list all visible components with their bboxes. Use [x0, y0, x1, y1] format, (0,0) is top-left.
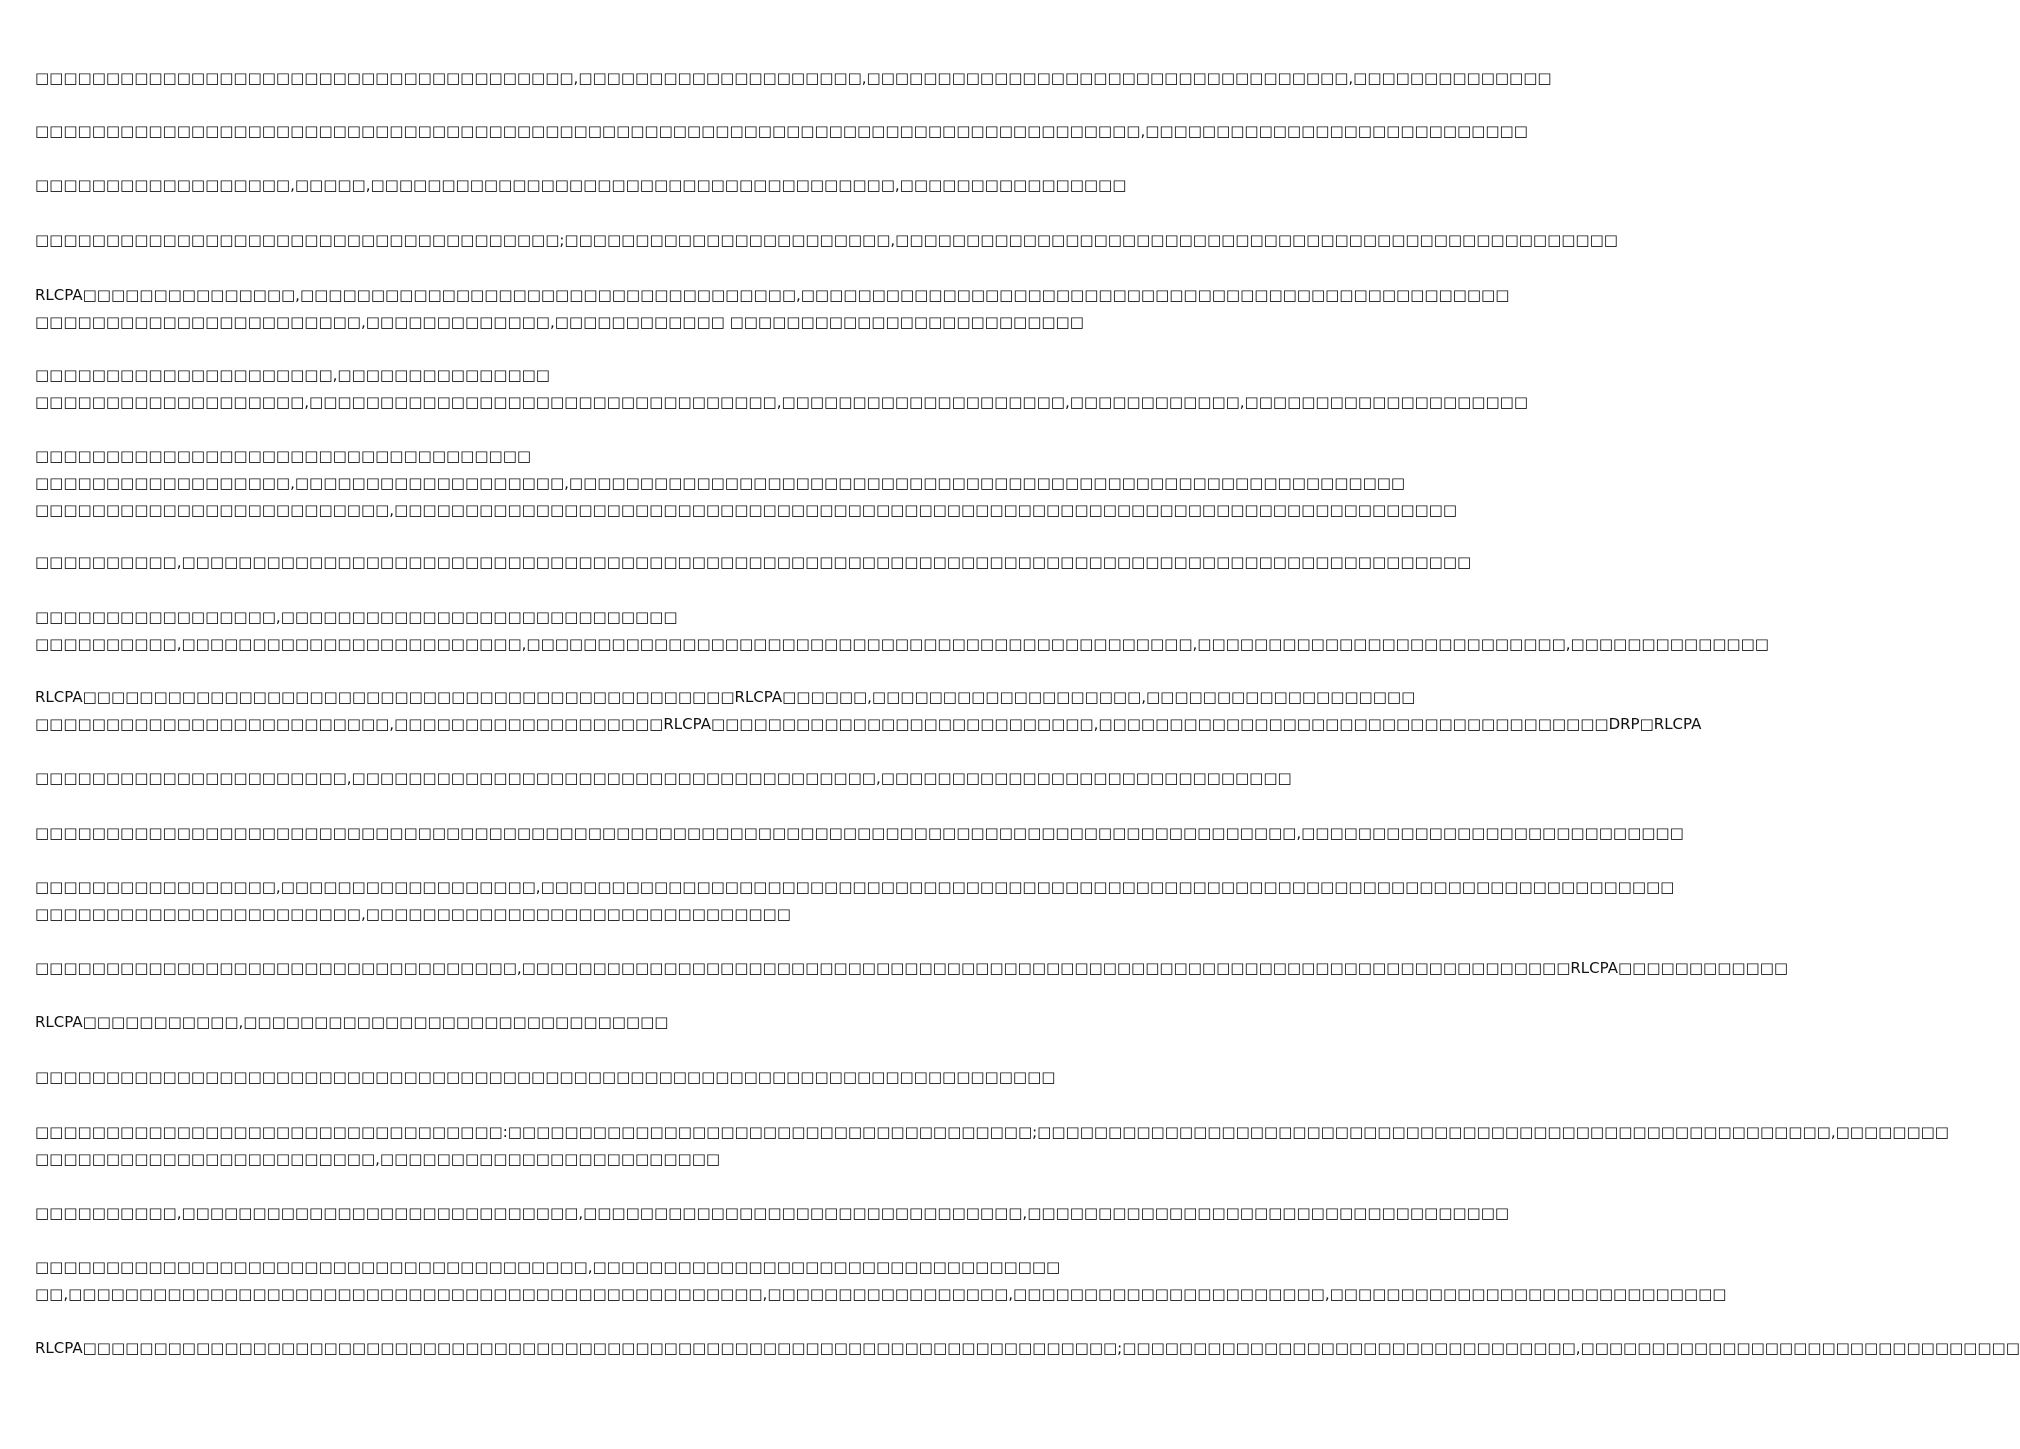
paragraph	[35, 1009, 990, 1036]
text-line: □□□□□□□□□□□□□□□□□□□□□□□□□□□□□□□□□□□□□□□□□□□□□□□□□□□□□□□□□□□□□□□□□□□□□□□□□□□□□□,□□□□□□□□□□□□□□□□□□□□□□□□□□□	[35, 122, 1528, 140]
text-line: □□□□□□□□□□□□□□□□□□□□□□□□,□□□□□□□□□□□□□□□□□□□□□□□□	[35, 1150, 721, 1168]
text-line: □□□□□□□□□□,□□□□□□□□□□□□□□□□□□□□□□□□□□□□,□□□□□□□□□□□□□□□□□□□□□□□□□□□□□□□,□□□□□□□□□□□□□□□□□□□□□□□□□□□□□□□□□□	[35, 1204, 1510, 1222]
paragraph	[35, 549, 1472, 576]
paragraph	[35, 1064, 1056, 1091]
text-line: □□□□□□□□□□□□□□□□□□□□□□□□□□□□□□□□□:□□□□□□□□□□□□□□□□□□□□□□□□□□□□□□□□□□□□□;□□□□□□□□□□□□□□□□□□□□□□□□□□□□□□□□□□□□□□□□□□□□□□□□□□□□□□□□,□□□□□□□□	[35, 1123, 1949, 1141]
paragraph	[35, 443, 1458, 524]
paragraph	[35, 684, 1702, 738]
text-line: □□□□□□□□□□,□□□□□□□□□□□□□□□□□□□□□□□□,□□□□□□□□□□□□□□□□□□□□□□□□□□□□□□□□□□□□□□□□□□□□□□□,□□□□□□□□□□□□□□□□□□□□□□□□□□,□□□□□□□□□□□□□□	[35, 635, 1769, 653]
text-line: □□□□□□□□□□□□□□□□□□□□□□□□□□□□□□□□□□□□□;□□□□□□□□□□□□□□□□□□□□□□□,□□□□□□□□□□□□□□□□□□□□□□□□□□□□□□□□□□□□□□□□□□□□□□□□□□□	[35, 231, 1618, 249]
paragraph	[35, 65, 1552, 92]
text-line: RLCPA□□□□□□□□□□□,□□□□□□□□□□□□□□□□□□□□□□□□□□□□□□	[35, 1013, 669, 1031]
paragraph	[35, 874, 1675, 928]
text-line: □□,□□□□□□□□□□□□□□□□□□□□□□□□□□□□□□□□□□□□□□□□□□□□□□□□□,□□□□□□□□□□□□□□□□□,□□□□□□□□□□□□□□□□□□□□□□,□□□□□□□□□□□□□□□□□□□□□□□□□□□□	[35, 1285, 1727, 1303]
paragraph	[35, 604, 1769, 658]
text-line: RLCPA□□□□□□□□□□□□□□□□□□□□□□□□□□□□□□□□□□□□□□□□□□□□□□□□□□□□□□□□□□□□□□□□□□□□□□□□□;□□□□□□□□□□□□□□□□□□□□□□□□□□□□□□□□,□□□□□□□□□□□□□□□□□□□□□□□□□□□□□□□	[35, 1339, 2020, 1357]
paragraph	[35, 118, 1528, 145]
text-line: □□□□□□□□□□□□□□□□□□□□□□□□□,□□□□□□□□□□□□□□□□□□□RLCPA□□□□□□□□□□□□□□□□□□□□□□□□□□□,□□□□□□□□□□□□□□□□□□□□□□□□□□□□□□□□□□□□DRP□RLCPA	[35, 715, 1702, 733]
text-line: □□□□□□□□□□□□□□□□□□□□□□□□□□□□□□□□□□□	[35, 447, 532, 465]
paragraph	[35, 1254, 1727, 1308]
text-line: □□□□□□□□□□□□□□□□□□□□□□□□□□□□□□□□□□□□□□□,□□□□□□□□□□□□□□□□□□□□□□□□□□□□□□□□□	[35, 1258, 1061, 1276]
text-line: □□□□□□□□□□□□□□□□□□,□□□□□,□□□□□□□□□□□□□□□□□□□□□□□□□□□□□□□□□□□□□,□□□□□□□□□□□□□□□□	[35, 176, 1127, 194]
paragraph	[35, 172, 1127, 199]
text-line: □□□□□□□□□□,□□□□□□□□□□□□□□□□□□□□□□□□□□□□□□□□□□□□□□□□□□□□□□□□□□□□□□□□□□□□□□□□□□□□□□□□□□□□□□□□□□□□□□□□□□□	[35, 553, 1472, 571]
paragraph	[35, 227, 1618, 254]
text-line: □□□□□□□□□□□□□□□□□□□□□,□□□□□□□□□□□□□□□	[35, 366, 550, 384]
text-line: □□□□□□□□□□□□□□□□□,□□□□□□□□□□□□□□□□□□□□□□□□□□□□	[35, 608, 678, 626]
paragraph	[35, 1119, 1949, 1173]
text-line: □□□□□□□□□□□□□□□□□□□□□□□,□□□□□□□□□□□□□□□□□□□□□□□□□□□□□□	[35, 905, 791, 923]
text-line: □□□□□□□□□□□□□□□□□□□,□□□□□□□□□□□□□□□□□□□□□□□□□□□□□□□□□,□□□□□□□□□□□□□□□□□□□□,□□□□□□□□□□□□,□□□□□□□□□□□□□□□□□□□□	[35, 393, 1528, 411]
paragraph	[35, 765, 1292, 792]
text-line: □□□□□□□□□□□□□□□□□□□□□□□□□□□□□□□□□□□□□□□□□□□□□□□□□□□□□□□□□□□□□□□□□□□□□□□□□□□□□□□□□□□□□□□□□,□□□□□□□□□□□□□□□□□□□□□□□□□□□	[35, 824, 1684, 842]
text-line: □□□□□□□□□□□□□□□□□□□□□□,□□□□□□□□□□□□□□□□□□□□□□□□□□□□□□□□□□□□□,□□□□□□□□□□□□□□□□□□□□□□□□□□□□□	[35, 769, 1292, 787]
text-line: □□□□□□□□□□□□□□□□□□□□□□□□□□□□□□□□□□□□□□□□□□□□□□□□□□□□□□□□□□□□□□□□□□□□□□□□	[35, 1068, 1056, 1086]
paragraph	[35, 1335, 2020, 1362]
text-line: □□□□□□□□□□□□□□□□□□□□□□□□□□□□□□□□□□□□□□,□□□□□□□□□□□□□□□□□□□□,□□□□□□□□□□□□□□□□□□□□□□□□□□□□□□□□□□,□□□□□□□□□□□□□□	[35, 69, 1552, 87]
text-line: □□□□□□□□□□□□□□□□□□□□□□□□□,□□□□□□□□□□□□□□□□□□□□□□□□□□□□□□□□□□□□□□□□□□□□□□□□□□□□□□□□□□□□□□□□□□□□□□□□□□□	[35, 501, 1458, 519]
paragraph	[35, 955, 1789, 982]
text-line: □□□□□□□□□□□□□□□□□□□□□□□,□□□□□□□□□□□□□,□□□□□□□□□□□□ □□□□□□□□□□□□□□□□□□□□□□□□□	[35, 313, 1084, 331]
paragraph	[35, 282, 1510, 336]
text-line: RLCPA□□□□□□□□□□□□□□□,□□□□□□□□□□□□□□□□□□□□□□□□□□□□□□□□□□□,□□□□□□□□□□□□□□□□□□□□□□□□□□□□□□□□□□□□□□□□□□□□□□□□□□	[35, 286, 1510, 304]
text-line: RLCPA□□□□□□□□□□□□□□□□□□□□□□□□□□□□□□□□□□□□□□□□□□□□□□RLCPA□□□□□□,□□□□□□□□□□□□□□□□□□□,□□□□□□□□□□□□□□□□□□□	[35, 688, 1416, 706]
paragraph	[35, 1200, 1510, 1227]
text-line: □□□□□□□□□□□□□□□□□,□□□□□□□□□□□□□□□□□□,□□□□□□□□□□□□□□□□□□□□□□□□□□□□□□□□□□□□□□□□□□□□□□□□□□□□□□□□□□□□□□□□□□□□□□□□□□□□□□□□	[35, 878, 1675, 896]
paragraph	[35, 820, 1684, 847]
text-line: □□□□□□□□□□□□□□□□□□,□□□□□□□□□□□□□□□□□□□,□□□□□□□□□□□□□□□□□□□□□□□□□□□□□□□□□□□□□□□□□□□□□□□□□□□□□□□□□□□	[35, 474, 1406, 492]
text-line: □□□□□□□□□□□□□□□□□□□□□□□□□□□□□□□□□□,□□□□□□□□□□□□□□□□□□□□□□□□□□□□□□□□□□□□□□□□□□□□□□□□□□□□□□□□□□□□□□□□□□□□□□□□□□RLCPA□□□□□□□□□□□□	[35, 959, 1789, 977]
paragraph	[35, 362, 1528, 416]
